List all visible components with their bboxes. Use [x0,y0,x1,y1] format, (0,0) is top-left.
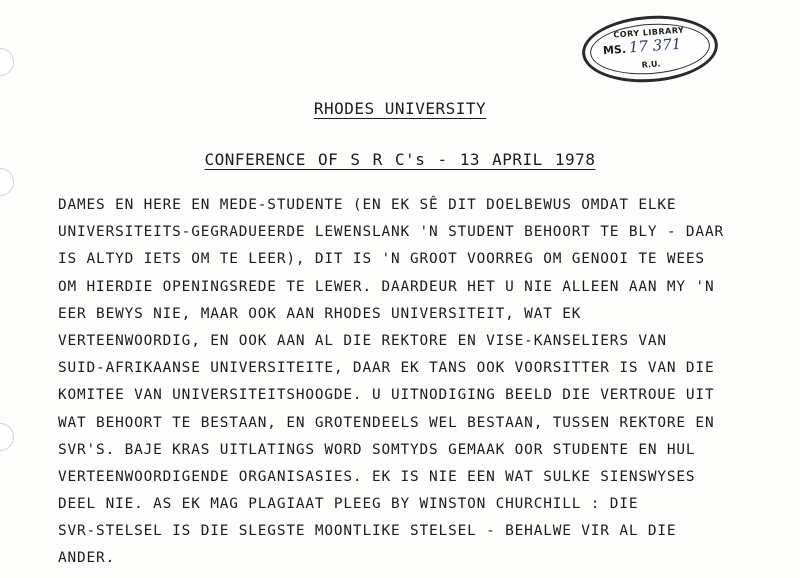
speech-line: IS ALTYD IETS OM TE LEER), DIT IS 'N GROOT VOORREG OM GENOOI TE WEES [58,251,705,268]
document-subtitle: CONFERENCE OF S R C's - 13 APRIL 1978 [204,150,596,169]
stamp-library-name: CORY LIBRARY [613,25,685,40]
stamp-ms-label: MS. [602,42,627,58]
speech-line: ANDER. [58,550,116,567]
speech-line: KOMITEE VAN UNIVERSITEITSHOOGDE. U UITNODIGING BEELD DIE VERTROUE UIT [58,387,715,404]
speech-line: SVR'S. BAJE KRAS UITLATINGS WORD SOMTYDS GEMAAK OOR STUDENTE EN HUL [58,441,696,458]
speech-line: DAMES EN HERE EN MEDE-STUDENTE (EN EK SÊ DIT DOELBEWUS OMDAT ELKE [58,197,677,213]
document-title: RHODES UNIVERSITY [313,99,487,118]
speech-line: VERTEENWOORDIG, EN OOK AAN AL DIE REKTORE EN VISE-KANSELIERS VAN [58,332,667,349]
speech-line: WAT BEHOORT TE BESTAAN, EN GROTENDEELS WEL BESTAAN, TUSSEN REKTORE EN [58,414,715,431]
speech-body [58,197,768,578]
speech-line: VERTEENWOORDIGENDE ORGANISASIES. EK IS NIE EEN WAT SULKE SIENSWYSES [58,468,696,485]
speech-line: DEEL NIE. AS EK MAG PLAGIAAT PLEEG BY WINSTON CHURCHILL : DIE [58,496,639,513]
speech-line: SUID-AFRIKAANSE UNIVERSITEITE, DAAR EK TANS OOK VOORSITTER IS VAN DIE [58,360,715,377]
library-stamp [580,11,720,86]
speech-line: SVR-STELSEL IS DIE SLEGSTE MOONTLIKE STELSEL - BEHALWE VIR AL DIE [58,523,677,540]
speech-line: EER BEWYS NIE, MAAR OOK AAN RHODES UNIVERSITEIT, WAT EK [58,305,582,322]
stamp-ms-number: 17 371 [628,34,682,57]
stamp-institution: R.U. [641,59,661,70]
punch-hole-top [0,48,14,76]
speech-line: UNIVERSITEITS-GEGRADUEERDE LEWENSLANK 'N STUDENT BEHOORT TE BLY - DAAR [58,224,724,241]
punch-hole-middle [0,168,14,196]
speech-line: OM HIERDIE OPENINGSREDE TE LEWER. DAARDEUR HET U NIE ALLEEN AAN MY 'N [58,278,715,295]
punch-hole-bottom [0,423,14,451]
